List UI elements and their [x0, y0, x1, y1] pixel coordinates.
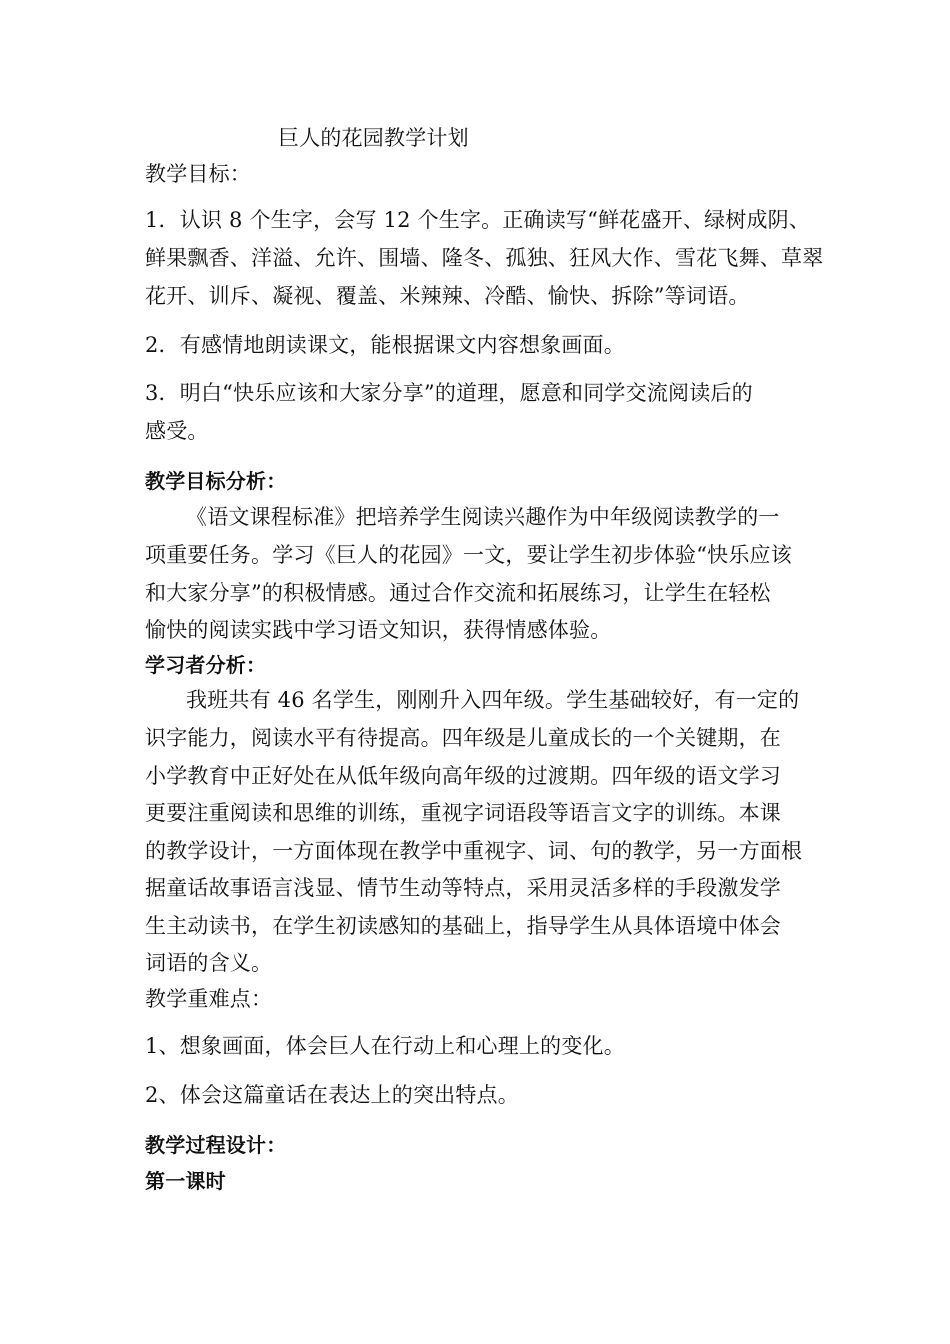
objective-analysis-line-3: 和大家分享”的积极情感。通过合作交流和拓展练习，让学生在轻松	[145, 581, 771, 605]
learner-analysis-line-3: 小学教育中正好处在从低年级向高年级的过渡期。四年级的语文学习	[145, 764, 781, 788]
learner-analysis-line-6: 据童话故事语言浅显、情节生动等特点，采用灵活多样的手段激发学	[145, 876, 781, 900]
objective-2: 2．有感情地朗读课文，能根据课文内容想象画面。	[145, 333, 625, 357]
learner-analysis-line-2: 识字能力，阅读水平有待提高。四年级是儿童成长的一个关键期，在	[145, 726, 781, 750]
learner-analysis-line-5: 的教学设计，一方面体现在教学中重视字、词、句的教学，另一方面根	[145, 839, 803, 863]
key-point-1: 1、想象画面，体会巨人在行动上和心理上的变化。	[145, 1034, 625, 1058]
learner-analysis-line-7: 生主动读书，在学生初读感知的基础上，指导学生从具体语境中体会	[145, 914, 781, 938]
key-points-heading: 教学重难点：	[145, 987, 273, 1011]
key-point-2: 2、体会这篇童话在表达上的突出特点。	[145, 1083, 519, 1107]
objective-1-line-3: 花开、训斥、凝视、覆盖、米辣辣、冷酷、愉快、拆除”等词语。	[145, 284, 750, 308]
objective-analysis-line-1: 《语文课程标准》把培养学生阅读兴趣作为中年级阅读教学的一	[186, 505, 780, 529]
objective-analysis-line-2: 项重要任务。学习《巨人的花园》一文，要让学生初步体验“快乐应该	[145, 543, 792, 567]
learner-analysis-line-1: 我班共有 46 名学生，刚刚升入四年级。学生基础较好，有一定的	[186, 688, 800, 712]
learner-analysis-line-8: 词语的含义。	[145, 951, 273, 975]
objectives-heading: 教学目标：	[145, 162, 251, 186]
objective-3-line-1: 3．明白“快乐应该和大家分享”的道理，愿意和同学交流阅读后的	[145, 381, 753, 405]
lesson-1-heading: 第一课时	[145, 1169, 226, 1193]
document-title: 巨人的花园教学计划	[278, 126, 469, 150]
process-heading: 教学过程设计：	[145, 1133, 287, 1157]
learner-analysis-heading: 学习者分析：	[145, 653, 267, 677]
learner-analysis-line-4: 更要注重阅读和思维的训练，重视字词语段等语言文字的训练。本课	[145, 801, 781, 825]
objective-1-line-1: 1．认识 8 个生字，会写 12 个生字。正确读写“鲜花盛开、绿树成阴、	[145, 208, 811, 232]
objective-1-line-2: 鲜果飘香、洋溢、允许、围墙、隆冬、孤独、狂风大作、雪花飞舞、草翠	[145, 246, 824, 270]
objective-analysis-heading: 教学目标分析：	[145, 469, 287, 493]
objective-analysis-line-4: 愉快的阅读实践中学习语文知识，获得情感体验。	[145, 618, 612, 642]
objective-3-line-2: 感受。	[145, 419, 209, 443]
